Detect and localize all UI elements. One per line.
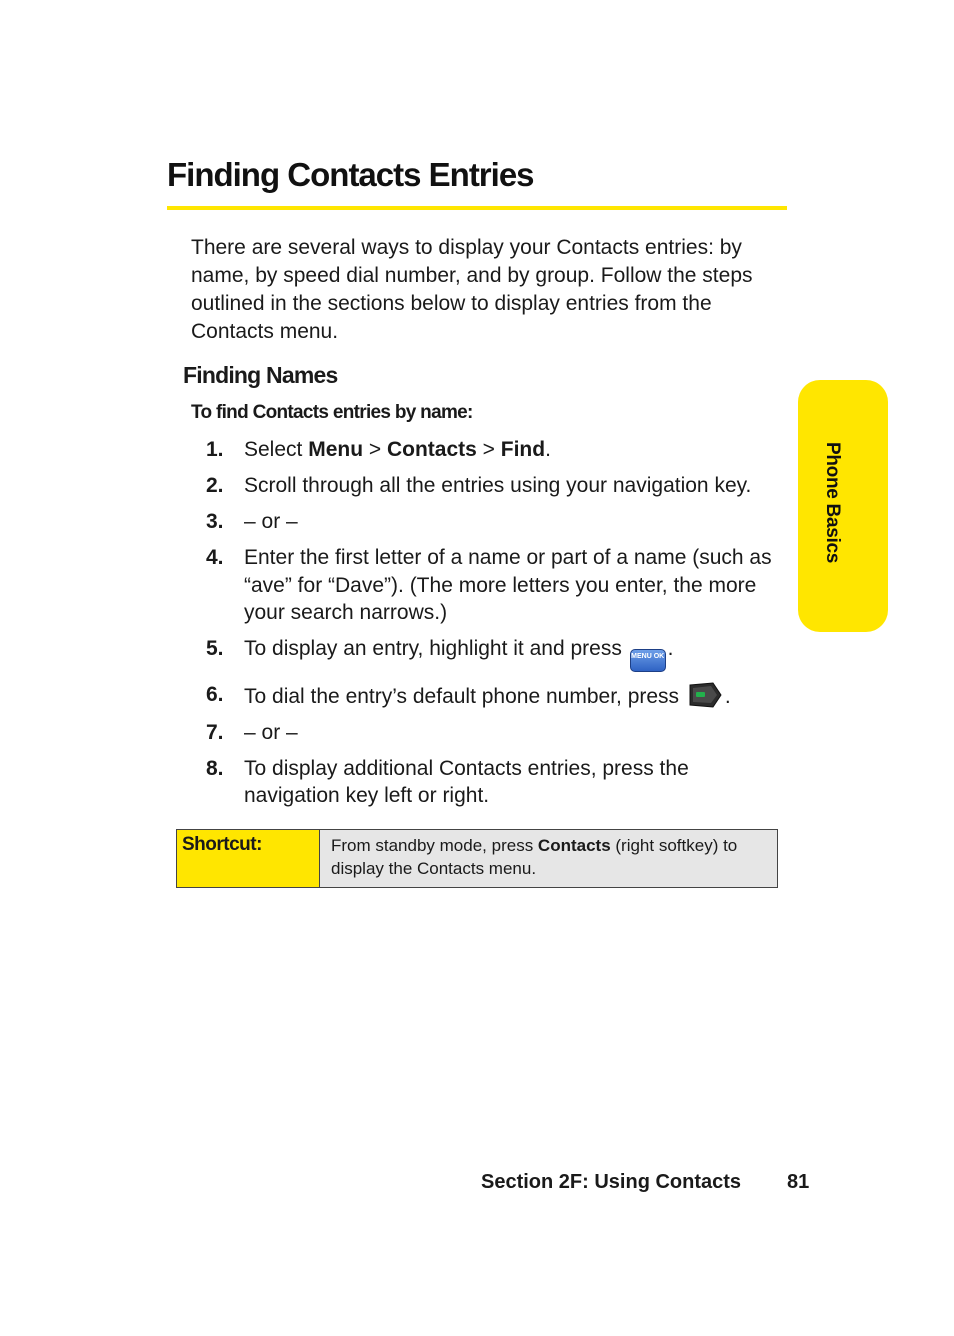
- step-text: – or –: [244, 510, 298, 533]
- separator: >: [363, 438, 387, 461]
- separator: >: [476, 438, 501, 461]
- step-period: .: [724, 684, 731, 708]
- side-tab: [798, 380, 888, 632]
- step-text: To dial the entry’s default phone number, press: [244, 684, 680, 708]
- menu-keyword: Menu: [308, 438, 364, 461]
- step-item: [206, 681, 786, 711]
- contacts-keyword: Contacts: [386, 438, 477, 461]
- step-text: Enter the first letter of a name or part of a name (such as “ave” for “Dave”). (The more letters you enter, the more your search narrows.): [244, 546, 772, 624]
- footer-section-title: Section 2F: Using Contacts: [481, 1171, 742, 1193]
- step-period: .: [545, 438, 551, 461]
- step-number: 6.: [206, 682, 224, 706]
- menu-ok-key-icon: MENU OK: [630, 649, 666, 672]
- step-item: [206, 635, 786, 672]
- talk-key-icon: [687, 681, 723, 709]
- intro-paragraph: There are several ways to display your Contacts entries: by name, by speed dial number, and by group. Follow the steps outlined in the sections below to display entries from the Contacts menu.: [191, 236, 753, 343]
- step-item: [206, 436, 786, 464]
- step-item: [206, 508, 786, 536]
- step-item: [206, 755, 786, 810]
- shortcut-text: [320, 830, 777, 887]
- title-underline: [167, 206, 787, 210]
- step-text: To display an entry, highlight it and press: [244, 637, 622, 660]
- step-text: To display additional Contacts entries, press the navigation key left or right.: [244, 756, 689, 807]
- section-heading: Finding Names: [183, 362, 338, 388]
- step-text: Scroll through all the entries using your navigation key.: [244, 474, 752, 497]
- find-keyword: Find: [500, 438, 546, 461]
- step-period: .: [667, 637, 674, 660]
- step-text: – or –: [244, 720, 298, 744]
- page-title: Finding Contacts Entries: [167, 156, 534, 193]
- step-text: Select: [244, 438, 309, 461]
- shortcut-box: [176, 829, 778, 888]
- steps-list: [206, 436, 786, 818]
- step-number: 2.: [206, 474, 224, 497]
- shortcut-text-pre: From standby mode, press: [331, 836, 538, 855]
- shortcut-text-post: (right softkey) to display the Contacts menu.: [331, 836, 738, 878]
- step-number: 7.: [206, 720, 224, 744]
- procedure-label: To find Contacts entries by name:: [191, 402, 473, 423]
- contacts-softkey-label: Contacts: [537, 836, 611, 855]
- step-item: [206, 472, 786, 500]
- step-item: [206, 544, 786, 627]
- step-number: 8.: [206, 756, 224, 780]
- step-number: 5.: [206, 637, 224, 660]
- step-number: 4.: [206, 546, 224, 569]
- step-item: [206, 719, 786, 747]
- step-number: 3.: [206, 510, 224, 533]
- shortcut-label: Shortcut:: [177, 830, 320, 887]
- side-tab-label: Phone Basics: [822, 442, 843, 564]
- page-number: 81: [787, 1171, 810, 1193]
- step-number: 1.: [206, 438, 224, 461]
